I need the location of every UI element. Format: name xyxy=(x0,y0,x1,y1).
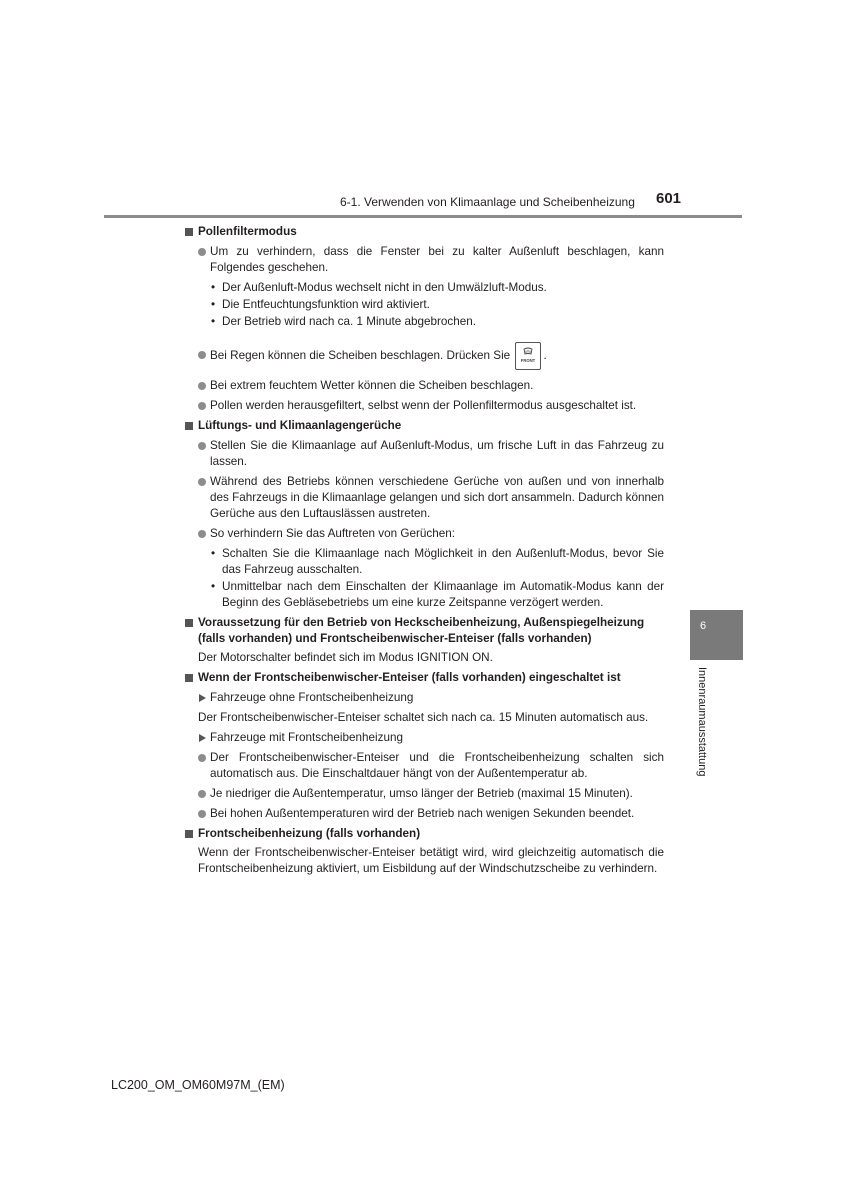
circle-bullet-icon xyxy=(198,351,206,359)
sub-item: • Unmittelbar nach dem Einschalten der Klimaanlage im Automatik-Modus kann der Beginn des Gebläsebetriebs um eine kurze Zeitspanne verzögert werden. xyxy=(211,580,664,609)
list-item: Pollen werden herausgefiltert, selbst wenn der Pollenfiltermodus ausgeschaltet ist. xyxy=(184,398,664,414)
section-heading-windshield: Frontscheibenheizung (falls vorhanden) xyxy=(184,826,664,842)
square-bullet-icon xyxy=(185,830,193,838)
svg-text:FRONT: FRONT xyxy=(521,358,536,363)
paragraph: Der Motorschalter befindet sich im Modus IGNITION ON. xyxy=(198,651,493,664)
square-bullet-icon xyxy=(185,228,193,236)
circle-bullet-icon xyxy=(198,810,206,818)
square-bullet-icon xyxy=(185,674,193,682)
circle-bullet-icon xyxy=(198,442,206,450)
sub-item: • Der Betrieb wird nach ca. 1 Minute abgebrochen. xyxy=(211,315,477,328)
circle-bullet-icon xyxy=(198,754,206,762)
paragraph: Wenn der Frontscheibenwischer-Enteiser betätigt wird, wird gleichzeitig automatisch die Frontscheibenheizung aktiviert, um Eisbildung auf der Windschutzscheibe zu verhindern. xyxy=(198,846,664,875)
sub-item: • Schalten Sie die Klimaanlage nach Möglichkeit in den Außenluft-Modus, bevor Sie das Fahrzeug ausschalten. xyxy=(211,547,664,576)
triangle-marker-icon xyxy=(199,734,206,742)
case-heading: Fahrzeuge ohne Frontscheibenheizung xyxy=(184,690,664,706)
front-defroster-icon xyxy=(515,342,541,370)
list-item: So verhindern Sie das Auftreten von Gerüchen: xyxy=(184,526,664,542)
circle-bullet-icon xyxy=(198,248,206,256)
circle-bullet-icon xyxy=(198,382,206,390)
sub-item: • Der Außenluft-Modus wechselt nicht in den Umwälzluft-Modus. xyxy=(211,281,547,294)
sub-item: • Die Entfeuchtungsfunktion wird aktiviert. xyxy=(211,298,430,311)
chapter-tab-number: 6 xyxy=(700,620,707,632)
circle-bullet-icon xyxy=(198,790,206,798)
circle-bullet-icon xyxy=(198,478,206,486)
chapter-title: 6-1. Verwenden von Klimaanlage und Scheibenheizung xyxy=(340,195,635,209)
page-number: 601 xyxy=(656,190,682,207)
dot-bullet-icon: • xyxy=(211,298,216,311)
list-item: Der Frontscheibenwischer-Enteiser und die Frontscheibenheizung schalten sich automatisch aus. Die Einschaltdauer hängt von der Außentemperatur ab. xyxy=(184,750,664,782)
dot-bullet-icon: • xyxy=(211,580,216,593)
paragraph: Der Frontscheibenwischer-Enteiser schaltet sich nach ca. 15 Minuten automatisch aus. xyxy=(198,711,649,724)
dot-bullet-icon: • xyxy=(211,315,216,328)
document-code: LC200_OM_OM60M97M_(EM) xyxy=(111,1078,285,1092)
case-heading: Fahrzeuge mit Frontscheibenheizung xyxy=(184,730,664,746)
dot-bullet-icon: • xyxy=(211,281,216,294)
page-content xyxy=(184,224,664,877)
dot-bullet-icon: • xyxy=(211,547,216,560)
list-item: Bei Regen können die Scheiben beschlagen. Drücken Sie FRONT . xyxy=(184,342,664,370)
list-item: Bei hohen Außentemperaturen wird der Betrieb nach wenigen Sekunden beendet. xyxy=(184,806,664,822)
square-bullet-icon xyxy=(185,422,193,430)
list-item: Um zu verhindern, dass die Fenster bei zu kalter Außenluft beschlagen, kann Folgendes geschehen. xyxy=(184,244,664,276)
circle-bullet-icon xyxy=(198,530,206,538)
triangle-marker-icon xyxy=(199,694,206,702)
list-item: Stellen Sie die Klimaanlage auf Außenluft-Modus, um frische Luft in das Fahrzeug zu lassen. xyxy=(184,438,664,470)
list-item: Während des Betriebs können verschiedene Gerüche von außen und von innerhalb des Fahrzeugs in die Klimaanlage gelangen und sich dort ansammeln. Dadurch können Gerüche aus den Luftauslässen austreten. xyxy=(184,474,664,522)
square-bullet-icon xyxy=(185,619,193,627)
section-heading-smell: Lüftungs- und Klimaanlagengerüche xyxy=(184,418,664,434)
header-rule xyxy=(104,215,742,218)
section-heading-prereq: Voraussetzung für den Betrieb von Heckscheibenheizung, Außenspiegelheizung (falls vorhanden) und Frontscheibenwischer-Enteiser (falls vorhanden) xyxy=(184,615,664,647)
circle-bullet-icon xyxy=(198,402,206,410)
section-heading-pollen: Pollenfiltermodus xyxy=(184,224,664,240)
section-heading-deicer: Wenn der Frontscheibenwischer-Enteiser (falls vorhanden) eingeschaltet ist xyxy=(184,670,664,686)
chapter-tab xyxy=(690,610,743,660)
chapter-tab-label: Innenraumausstattung xyxy=(696,667,708,777)
list-item: Je niedriger die Außentemperatur, umso länger der Betrieb (maximal 15 Minuten). xyxy=(184,786,664,802)
list-item: Bei extrem feuchtem Wetter können die Scheiben beschlagen. xyxy=(184,378,664,394)
